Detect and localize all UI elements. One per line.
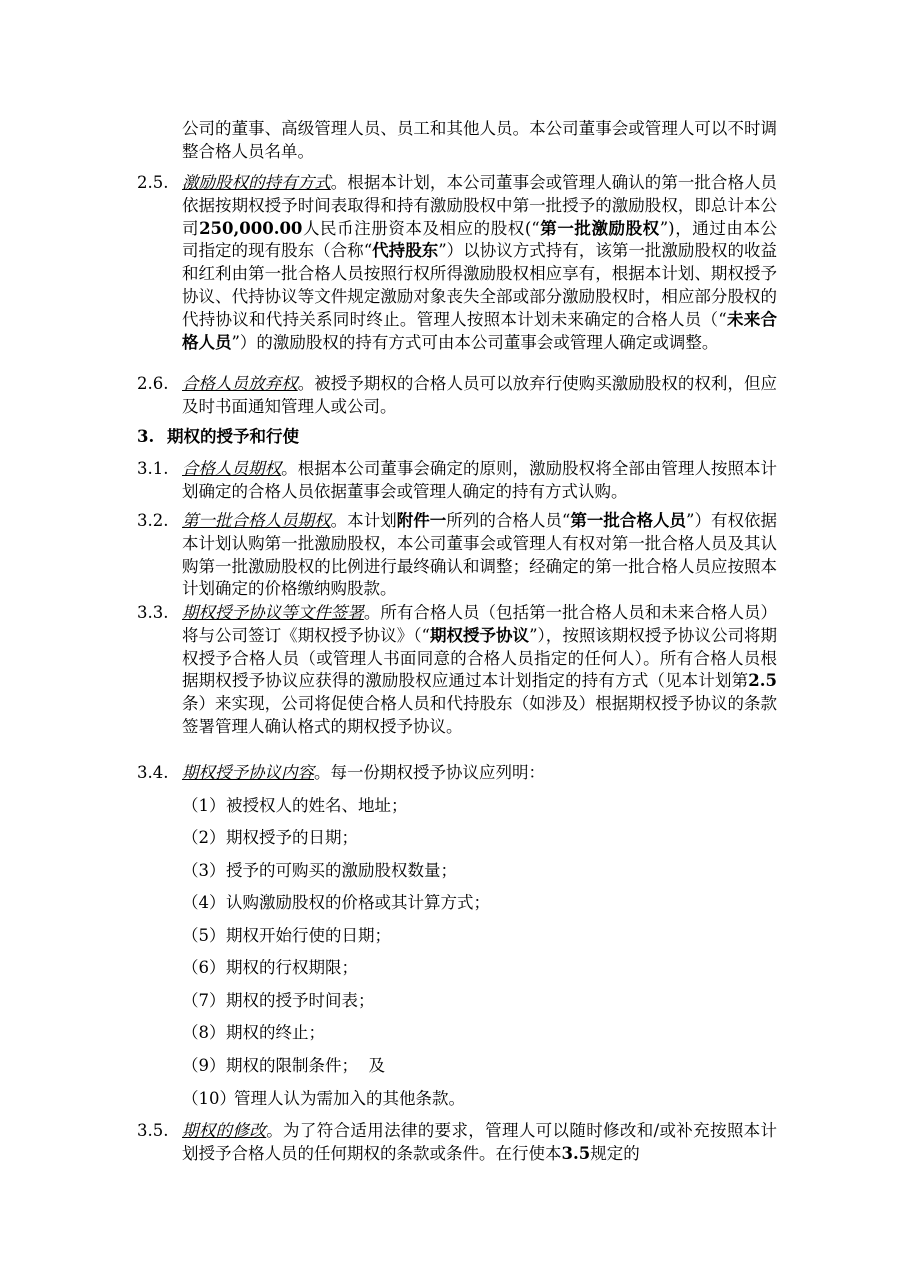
section-number: 3.5. [137, 1121, 169, 1140]
defined-term: 代持股东 [372, 241, 439, 261]
list-number: （5） [182, 926, 226, 945]
heading-title: 期权的授予和行使 [167, 427, 299, 446]
list-number: （7） [182, 991, 226, 1010]
section-text: ”），按照该期权授予协议公司将期权授予合格人员（或管理人书面同意的合格人员指定的任何人）。所有合格人员根据期权授予协议应获得的激励股权应通过本计划指定的持有方式（见本计划第 [182, 625, 778, 691]
section-body [182, 602, 777, 739]
section-3-4 [137, 762, 777, 785]
section-body [182, 373, 777, 419]
section-2-6 [137, 373, 777, 419]
section-body [182, 510, 777, 601]
section-text: 。被授予期权的合格人员可以放弃行使购买激励股权的权利，但应及时书面通知管理人或公司。 [182, 374, 778, 416]
section-title: 期权授予协议内容 [182, 763, 314, 782]
list-text: 认购激励股权的价格或其计算方式； [226, 893, 490, 912]
section-3-heading [137, 426, 299, 449]
section-reference: 2.5 [748, 671, 777, 691]
list-text: 被授权人的姓名、地址； [226, 796, 408, 815]
section-title: 第一批合格人员期权 [182, 511, 331, 530]
section-3-1 [137, 458, 777, 504]
defined-term: 未来合格人员 [182, 309, 778, 352]
list-number: （2） [182, 828, 226, 847]
section-text: 。为了符合适用法律的要求，管理人可以随时修改和/或补充按照本计划授予合格人员的任何期权的条款或条件。在行使本 [182, 1121, 778, 1163]
section-text: ”）以协议方式持有，该第一批激励股权的收益和红利由第一批合格人员按照行权所得激励股权相应享有，根据本计划、期权授予协议、代持协议等文件规定激励对象丧失全部或部分激励股权时，相应部分股权的代持协议和代持关系同时终止。管理人按照本计划未来确定的合格人员（“ [182, 241, 778, 329]
section-number: 2.5. [137, 173, 169, 192]
list-number: （4） [182, 893, 226, 912]
list-number: （3） [182, 861, 226, 880]
list-text: 期权开始行使的日期； [226, 926, 391, 945]
list-item [182, 1055, 385, 1078]
list-item [182, 892, 490, 915]
section-text: 条）来实现，公司将促使合格人员和代持股东（如涉及）根据期权授予协议的条款签署管理人确认格式的期权授予协议。 [182, 694, 777, 736]
list-number: （8） [182, 1023, 226, 1042]
section-text: 。根据本计划，本公司董事会或管理人确认的第一批合格人员依据按期权授予时间表取得和持有激励股权中第一批授予的激励股权，即总计本公司 [182, 173, 778, 238]
section-number: 2.6. [137, 374, 169, 393]
section-title: 合格人员放弃权 [182, 374, 298, 393]
list-item [182, 860, 457, 883]
list-text: 期权授予的日期； [226, 828, 358, 847]
list-text: 授予的可购买的激励股权数量； [226, 861, 457, 880]
list-text: 期权的行权期限； [226, 958, 358, 977]
list-text: 期权的终止； [226, 1023, 325, 1042]
section-reference: 3.5 [561, 1143, 591, 1163]
list-number: （9） [182, 1056, 226, 1075]
section-2-5 [137, 172, 777, 354]
heading-number: 3. [137, 427, 155, 446]
defined-term: 附件一 [396, 511, 447, 530]
list-item [182, 957, 358, 980]
section-number: 3.4. [137, 763, 169, 782]
defined-term: 期权授予协议 [429, 625, 530, 645]
section-body [182, 458, 777, 504]
section-number: 3.1. [137, 459, 169, 478]
section-3-5 [137, 1120, 777, 1166]
section-number: 3.2. [137, 511, 169, 530]
list-item [182, 1022, 325, 1045]
section-text: ”)，通过由本公司指定的现有股东（合称“ [182, 218, 778, 261]
section-title: 期权的修改 [182, 1121, 267, 1140]
list-item [182, 1088, 465, 1111]
section-title: 合格人员期权 [182, 459, 282, 478]
section-text: ”）的激励股权的持有方式可由本公司董事会或管理人确定或调整。 [231, 332, 719, 352]
section-text: 。所有合格人员（包括第一批合格人员和未来合格人员）将与公司签订《期权授予协议》（“ [182, 603, 778, 645]
section-body [182, 762, 777, 785]
list-text: 管理人认为需加入的其他条款。 [234, 1089, 465, 1108]
section-text: 人民币注册资本及相应的股权(“ [302, 218, 540, 238]
list-text: 期权的限制条件； 及 [226, 1056, 385, 1075]
section-text: ”）有权依据本计划认购第一批激励股权，本公司董事会或管理人有权对第一批合格人员及其认购第一批激励股权的比例进行最终确认和调整；经确定的第一批合格人员应按照本计划确定的价格缴纳购股款。 [182, 511, 778, 599]
list-item [182, 925, 391, 948]
amount-value: 250,000.00 [199, 218, 303, 238]
section-3-2 [137, 510, 777, 601]
defined-term: 第一批激励股权 [539, 218, 660, 238]
section-title: 激励股权的持有方式 [182, 173, 331, 192]
section-text: 。本计划 [330, 511, 397, 530]
list-number: （6） [182, 958, 226, 977]
section-body [182, 172, 777, 354]
list-item [182, 795, 408, 818]
list-item [182, 827, 358, 850]
list-number: （10） [182, 1089, 236, 1108]
section-text: 规定的 [590, 1143, 640, 1163]
section-text: 。根据本公司董事会确定的原则，激励股权将全部由管理人按照本计划确定的合格人员依据董事会或管理人确定的持有方式认购。 [182, 459, 778, 501]
defined-term: 第一批合格人员 [570, 511, 686, 530]
continuation-paragraph: 公司的董事、高级管理人员、员工和其他人员。本公司董事会或管理人可以不时调整合格人员名单。 [182, 119, 777, 161]
section-3-3 [137, 602, 777, 739]
section-text: 。每一份期权授予协议应列明： [314, 763, 545, 782]
section-title: 期权授予协议等文件签署 [182, 603, 364, 622]
list-item [182, 990, 375, 1013]
section-text: 所列的合格人员“ [446, 511, 571, 530]
list-text: 期权的授予时间表； [226, 991, 375, 1010]
list-number: （1） [182, 796, 226, 815]
section-body [182, 1120, 777, 1166]
section-number: 3.3. [137, 603, 169, 622]
